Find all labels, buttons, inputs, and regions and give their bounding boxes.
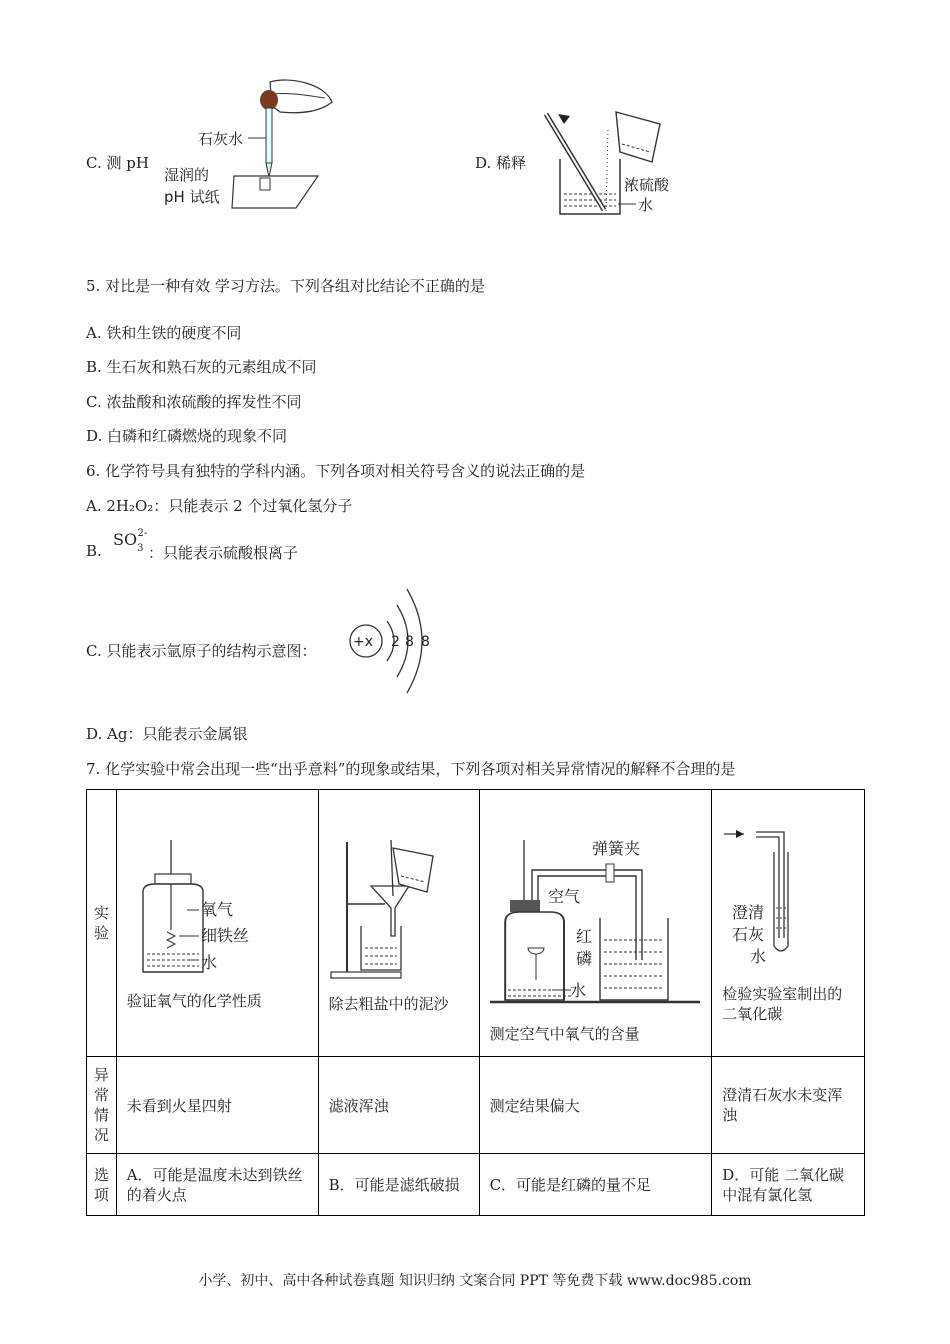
q7-table: [86, 789, 865, 1216]
nucleus-label: +x: [353, 634, 374, 650]
dilution-diagram: [540, 104, 700, 222]
q5-option-c: C. 浓盐酸和浓硫酸的挥发性不同: [86, 393, 302, 411]
label-water-4: 水: [750, 947, 767, 966]
shell-2: 8: [405, 634, 414, 650]
label-wet: 湿润的: [164, 166, 210, 184]
q5-option-b: B. 生石灰和熟石灰的元素组成不同: [86, 358, 317, 376]
exp-co2-test: [712, 790, 865, 1057]
caption-co2-test: 检验实验室制出的二氧化碳: [722, 985, 843, 1023]
q7-stem: 7. 化学实验中常会出现一些“出乎意料”的现象或结果，下列各项对相关异常情况的解释不合理的是: [86, 760, 736, 778]
q5-option-a: A. 铁和生铁的硬度不同: [86, 324, 242, 342]
q6-option-b-prefix: B.: [86, 542, 102, 560]
oxygen-content-diagram: [488, 840, 700, 1010]
row-header-anomaly: 异常情况: [87, 1057, 117, 1154]
label-clear: 澄清: [732, 903, 765, 922]
anomaly-2: 滤液浑浊: [318, 1057, 479, 1154]
q4-option-d: D. 稀释: [475, 154, 527, 172]
choice-d: D．可能 二氧化碳中混有氯化氢: [712, 1154, 865, 1216]
anomaly-1: 未看到火星四射: [116, 1057, 318, 1154]
q6-option-c: C. 只能表示氩原子的结构示意图：: [86, 642, 317, 660]
label-conc-sulfuric: 浓硫酸: [624, 176, 670, 194]
label-lime: 石灰: [732, 925, 765, 944]
q6-option-a: A. 2H₂O₂：只能表示 2 个过氧化氢分子: [86, 497, 353, 515]
label-phosphorus: 磷: [575, 949, 592, 968]
q6-option-b-text: ：只能表示硫酸根离子: [148, 544, 299, 562]
caption-filtration: 除去粗盐中的泥沙: [328, 995, 449, 1013]
q6-option-d: D. Ag：只能表示金属银: [86, 725, 248, 743]
choice-b: B．可能是滤纸破损: [318, 1154, 479, 1216]
choice-c: C．可能是红磷的量不足: [479, 1154, 712, 1216]
caption-oxygen-content: 测定空气中氧气的含量: [489, 1025, 640, 1043]
label-limewater: 石灰水: [198, 130, 244, 148]
anomaly-3: 测定结果偏大: [479, 1057, 712, 1154]
row-header-choice: 选项: [87, 1154, 117, 1216]
ph-test-diagram: [160, 72, 340, 212]
filtration-diagram: [327, 836, 457, 984]
atom-structure-diagram: [345, 583, 445, 698]
q5-stem: 5. 对比是一种有效 学习方法。下列各组对比结论不正确的是: [86, 277, 485, 295]
label-iron-wire: 细铁丝: [200, 926, 249, 945]
shell-1: 2: [391, 634, 400, 650]
row-header-experiment: 实验: [87, 790, 117, 1057]
label-water-d: 水: [638, 196, 654, 214]
label-water-3: 水: [569, 981, 586, 1000]
anomaly-4: 澄清石灰水未变浑浊: [712, 1057, 865, 1154]
q4-option-c: C. 测 pH: [86, 154, 149, 172]
exp-filtration: [318, 790, 479, 1057]
label-red: 红: [575, 927, 592, 946]
label-oxygen: 氧气: [200, 900, 233, 919]
exp-oxygen-content: [479, 790, 712, 1057]
q5-option-d: D. 白磷和红磷燃烧的现象不同: [86, 427, 288, 445]
label-clamp: 弹簧夹: [591, 840, 640, 858]
choice-a: A．可能是温度未达到铁丝的着火点: [116, 1154, 318, 1216]
shell-3: 8: [421, 634, 430, 650]
label-water: 水: [200, 953, 217, 972]
label-air: 空气: [547, 887, 580, 906]
sulfite-symbol: $SO_3^{2-}$: [113, 528, 148, 554]
page-footer: 小学、初中、高中各种试卷真题 知识归纳 文案合同 PPT 等免费下载 www.doc985.com: [198, 1273, 752, 1289]
caption-iron-wire: 验证氧气的化学性质: [126, 992, 262, 1010]
iron-wire-diagram: [127, 840, 297, 980]
q6-stem: 6. 化学符号具有独特的学科内涵。下列各项对相关符号含义的说法正确的是: [86, 462, 586, 480]
label-ph-paper: pH 试纸: [164, 188, 220, 206]
co2-test-diagram: [722, 828, 852, 968]
exp-iron-wire: [116, 790, 318, 1057]
